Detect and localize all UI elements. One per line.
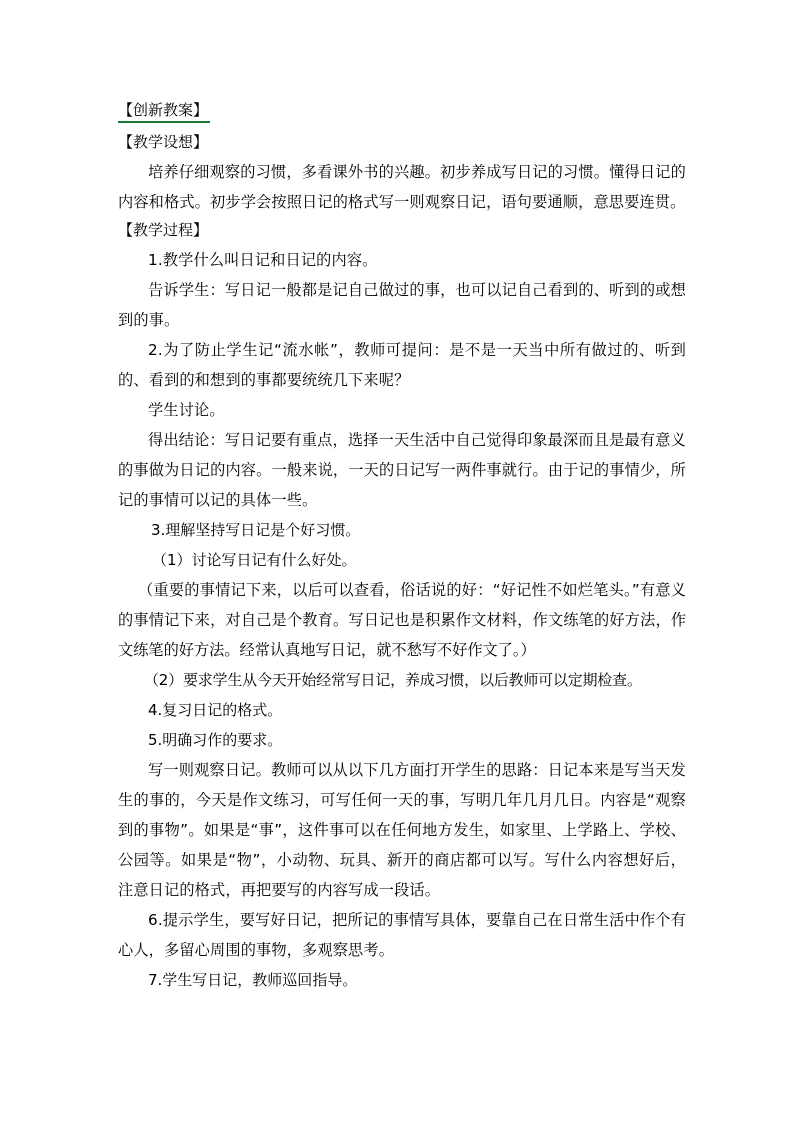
step-7: 7.学生写日记，教师巡回指导。 bbox=[148, 971, 358, 989]
step-5-text: 写一则观察日记。教师可以从以下几方面打开学生的思路：日记本来是写当天发生的事的，今天是作文练习，可写任何一天的事，写明几年几月几日。内容是“观察到的事物”。如果是“事”，这件事可以在任何地方发生，如家里、上学路上、学校、公园等。如果是“物”，小动物、玩具、新开的商店都可以写。写什么内容想好后，注意日记的格式，再把要写的内容写成一段话。 bbox=[118, 761, 686, 899]
step-3-sub-2: （2）要求学生从今天开始经常写日记，养成习惯，以后教师可以定期检查。 bbox=[144, 671, 642, 689]
document-tag: 【创新教案】 bbox=[118, 100, 210, 123]
step-6: 6.提示学生，要写好日记，把所记的事情写具体，要靠自己在日常生活中作个有心人，多留心周围的事物，多观察思考。 bbox=[118, 911, 686, 959]
document-content bbox=[118, 100, 686, 995]
step-3-sub-1: （1）讨论写日记有什么好处。 bbox=[152, 551, 357, 569]
section-heading-process: 【教学过程】 bbox=[118, 221, 209, 239]
step-3: 3.理解坚持写日记是个好习惯。 bbox=[151, 521, 361, 539]
design-paragraph: 培养仔细观察的习惯，多看课外书的兴趣。初步养成写日记的习惯。懂得日记的内容和格式。初步学会按照日记的格式写一则观察日记，语句要通顺，意思要连贯。 bbox=[118, 163, 686, 211]
section-heading-design: 【教学设想】 bbox=[118, 133, 209, 151]
step-1-text: 告诉学生：写日记一般都是记自己做过的事，也可以记自己看到的、听到的或想到的事。 bbox=[118, 281, 686, 329]
step-3-sub-1-text: （重要的事情记下来，以后可以查看，俗话说的好：“好记性不如烂笔头。”有意义的事情记下来，对自己是个教育。写日记也是积累作文材料，作文练笔的好方法，作文练笔的好方法。经常认真地写日记，就不愁写不好作文了。） bbox=[118, 581, 686, 659]
step-2-conclusion: 得出结论：写日记要有重点，选择一天生活中自己觉得印象最深而且是最有意义的事做为日记的内容。一般来说，一天的日记写一两件事就行。由于记的事情少，所记的事情可以记的具体一些。 bbox=[118, 431, 686, 509]
step-5: 5.明确习作的要求。 bbox=[148, 731, 283, 749]
step-4: 4.复习日记的格式。 bbox=[148, 701, 283, 719]
step-2-discuss: 学生讨论。 bbox=[148, 401, 225, 419]
step-1: 1.教学什么叫日记和日记的内容。 bbox=[148, 251, 378, 269]
step-2: 2.为了防止学生记“流水帐”，教师可提问：是不是一天当中所有做过的、听到的、看到的和想到的事都要统统几下来呢？ bbox=[118, 341, 686, 389]
